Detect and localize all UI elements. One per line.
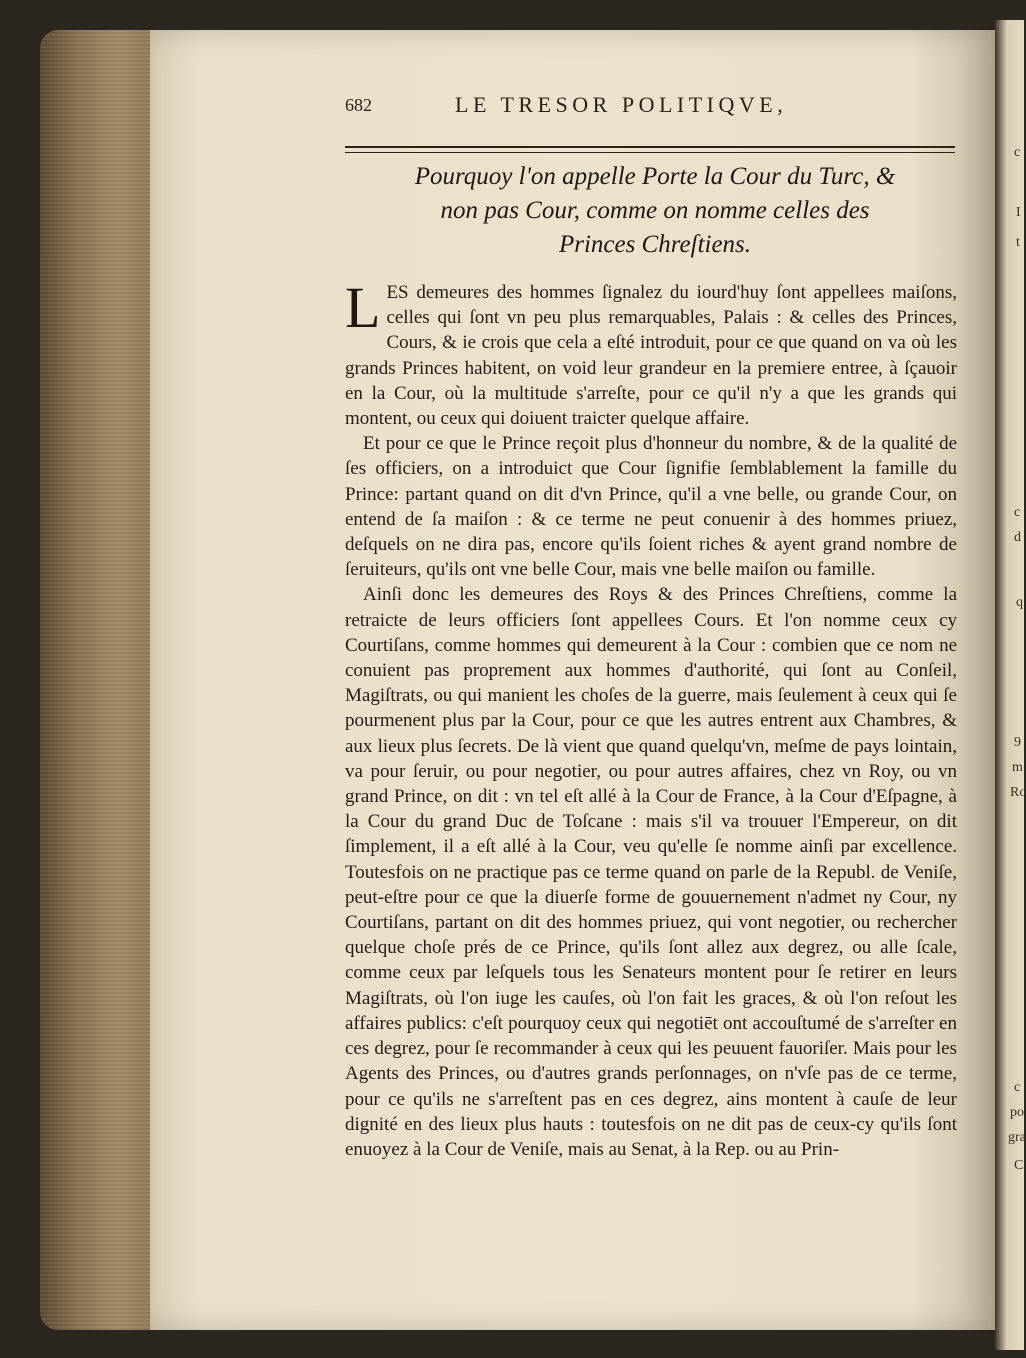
facing-fragment: q — [1016, 595, 1023, 610]
paragraph: Ainſi donc les demeures des Roys & des Princes Chreſtiens, comme la retraicte de leurs officiers ſont appellees Cours. Et l'on nomme ceux cy Courtiſans, comme hommes qui demeurent à la Cour : combien que ce nom ne conuient pas proprement aux hommes d'authorité, qui ſont au Conſeil, Magiſtrats, ou qui manient les choſes de la guerre, mais ſeulement à ceux qui ſe pourmenent plus par la Cour, pour ce que les autres entrent aux Chambres, & aux lieux plus ſecrets. De là vient que quand quelqu'vn, meſme de pays lointain, va pour ſeruir, ou pour negotier, ou pour autres affaires, chez vn Roy, ou vn grand Prince, on dit : vn tel eſt allé à la Cour de France, à la Cour d'Eſpagne, à la Cour du grand Duc de Toſcane : mais s'il va trouuer l'Empereur, on dit ſimplement, il a eſt allé à la Cour, veu qu'elle ſe nomme ainſi par excellence. Toutesfois on ne practique pas ce terme quand on parle de la Republ. de Veniſe, peut-eſtre pour ce que la diuerſe forme de gouuernement n'admet ny Cour, ny Courtiſans, partant on dit des hommes priuez, qui vont negotier, ou rechercher quelque choſe prés de ce Prince, qu'ils ſont allez aux degrez, ou alle ſcale, comme ceux par leſquels tous les Senateurs montent pour ſe retirer en leurs Magiſtrats, où l'on iuge les cauſes, où l'on fait les graces, & où l'on reſout les affaires publics: c'eſt pourquoy ceux qui negotiēt ont accouſtumé de s'arreſter en ces degrez, pour ſe recommander à ceux qui les peuuent fauoriſer. Mais pour les Agents des Princes, ou d'autres grands perſonnages, on n'vſe pas de ce terme, pour ce qu'ils ne s'arreſtent pas en ces degrez, ains montent à cauſe de leur dignité en des lieux plus hauts : toutesfois on ne dit pas de ceux-cy qu'ils ſont enuoyez à la Cour de Veniſe, mais au Senat, à la Rep. ou au Prin- — [345, 584, 957, 1160]
facing-fragment: gra — [1008, 1130, 1026, 1145]
facing-fragment: C — [1014, 1158, 1024, 1173]
facing-fragment: t — [1016, 235, 1020, 250]
section-title-line: Princes Chreſtiens. — [558, 231, 752, 258]
facing-fragment: c — [1014, 505, 1021, 520]
page-number: 682 — [345, 95, 372, 115]
body-text — [345, 275, 957, 1162]
paragraph — [345, 275, 957, 431]
facing-fragment: m — [1012, 760, 1023, 775]
paragraph-text: ES demeures des hommes ſignalez du iourd'huy ſont appellees maiſons, celles qui ſont vn peu plus remarquables, Palais : & celles des Princes, Cours, & ie crois que cela a eſté introduit, pour ce que quand on va où les grands Princes habitent, on void leur grandeur en la premiere entree, à ſçauoir en la Cour, où la multitude s'arreſte, pour ce qu'il n'y a que les grands qui montent, ou ceux qui doiuent traicter quelque affaire. — [345, 282, 957, 430]
section-title — [350, 160, 960, 262]
running-title: LE TRESOR POLITIQVE, — [455, 92, 788, 117]
header-rule — [345, 146, 955, 153]
drop-cap: L — [345, 275, 381, 340]
paragraph: Et pour ce que le Prince reçoit plus d'honneur du nombre, & de la qualité de ſes officiers, on a introduict que Cour ſignifie ſemblablement la famille du Prince: partant quand on dit d'vn Prince, qu'il a vne belle, ou grande Cour, on entend de ſa maiſon : & ce terme ne peut conuenir à des hommes priuez, deſquels on ne dira pas, encore qu'ils ſoient riches & ayent grand nombre de ſeruiteurs, qu'ils ont vne belle Cour, mais vne belle maiſon ou famille. — [345, 433, 957, 581]
facing-fragment: c — [1014, 1080, 1021, 1095]
facing-fragment: 9 — [1014, 735, 1021, 750]
facing-fragment: I — [1016, 205, 1021, 220]
facing-fragment: d — [1014, 530, 1021, 545]
section-title-line: Pourquoy l'on appelle Porte la Cour du Turc, & — [414, 163, 896, 190]
section-title-line: non pas Cour, comme on nomme celles des — [440, 197, 870, 224]
facing-fragment: c — [1014, 145, 1021, 160]
facing-fragment: po — [1010, 1105, 1024, 1120]
facing-fragment: Ro — [1010, 785, 1026, 800]
